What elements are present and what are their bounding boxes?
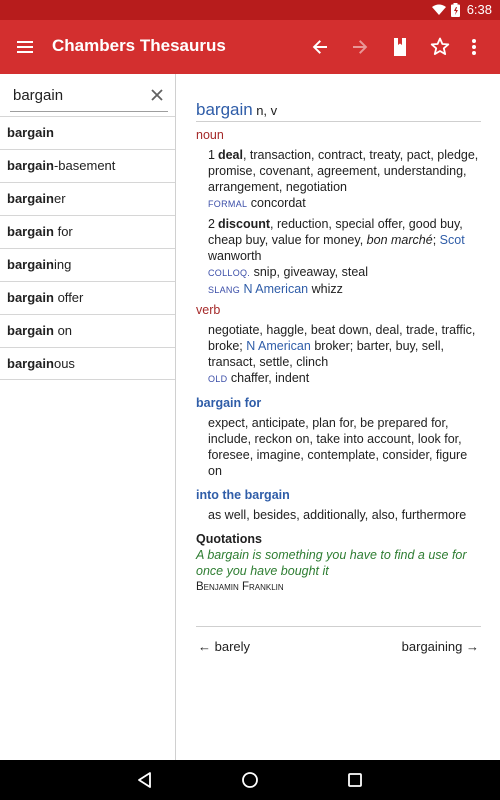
entry-panel bbox=[177, 74, 500, 760]
search-input[interactable] bbox=[10, 82, 140, 108]
formal-label: FORMAL bbox=[208, 199, 248, 209]
status-time: 6:38 bbox=[466, 2, 492, 17]
list-item[interactable]: bargain-basement bbox=[0, 149, 175, 182]
list-item[interactable]: bargain bbox=[0, 116, 175, 149]
list-item[interactable]: bargain for bbox=[0, 215, 175, 248]
phrase-bargain-for[interactable]: bargain for bbox=[196, 396, 262, 410]
prev-entry-link[interactable]: ← barely bbox=[198, 639, 251, 654]
forward-arrow-icon[interactable] bbox=[348, 35, 372, 59]
list-item[interactable]: bargain offer bbox=[0, 281, 175, 314]
home-icon[interactable] bbox=[240, 770, 260, 790]
headword-line bbox=[196, 102, 481, 122]
next-entry-link[interactable]: bargaining → bbox=[401, 639, 479, 654]
quotation-author: Benjamin Franklin bbox=[196, 581, 284, 593]
left-arrow-icon: ← bbox=[198, 639, 211, 654]
entry-navigation bbox=[196, 626, 481, 654]
phrase-into-the-bargain[interactable]: into the bargain bbox=[196, 488, 290, 502]
old-label: OLD bbox=[208, 374, 228, 384]
results-list bbox=[0, 116, 175, 380]
phrase-bargain-for-text: expect, anticipate, plan for, be prepared for, include, reckon on, take into account, look for, foresee, imagine, contemplate, consider, figure on bbox=[208, 416, 468, 478]
n-american-link[interactable]: N American bbox=[243, 282, 309, 296]
colloq-label: COLLOQ. bbox=[208, 268, 251, 278]
star-icon[interactable] bbox=[428, 35, 452, 59]
pos-verb: verb bbox=[196, 303, 221, 317]
battery-icon bbox=[451, 3, 460, 17]
phrase-into-the-bargain-text: as well, besides, additionally, also, furthermore bbox=[208, 508, 467, 522]
list-item[interactable]: bargaining bbox=[0, 248, 175, 281]
quotation-text: A bargain is something you have to find a use for once you have bought it bbox=[196, 548, 467, 578]
verb-sense: negotiate, haggle, beat down, deal, trade, traffic, broke; N American broker; barter, buy, sell, transact, settle, clinch OLD chaffer, indent bbox=[208, 323, 476, 385]
more-vert-icon[interactable] bbox=[462, 35, 486, 59]
list-item[interactable]: bargainer bbox=[0, 182, 175, 215]
back-arrow-icon[interactable] bbox=[308, 35, 332, 59]
search-panel bbox=[0, 74, 176, 760]
list-item[interactable]: bargain on bbox=[0, 314, 175, 347]
noun-sense-1: 1 deal, transaction, contract, treaty, pact, pledge, promise, covenant, agreement, understanding, arrangement, negotiation FORMAL concordat bbox=[208, 148, 479, 210]
list-item[interactable]: bargainous bbox=[0, 347, 175, 380]
clear-icon[interactable] bbox=[148, 86, 166, 104]
wifi-icon bbox=[432, 4, 446, 16]
menu-icon[interactable] bbox=[14, 35, 38, 59]
back-icon[interactable] bbox=[135, 770, 155, 790]
bookmark-icon[interactable] bbox=[388, 35, 412, 59]
pos-noun: noun bbox=[196, 128, 224, 142]
headword: bargain bbox=[196, 100, 253, 119]
status-icons bbox=[432, 2, 492, 17]
recents-icon[interactable] bbox=[345, 770, 365, 790]
dictionary-entry bbox=[196, 102, 481, 595]
slang-label: SLANG bbox=[208, 285, 241, 295]
app-title: Chambers Thesaurus bbox=[52, 36, 226, 55]
scot-link[interactable]: Scot bbox=[439, 233, 465, 247]
system-nav-bar bbox=[0, 760, 500, 800]
n-american-link[interactable]: N American bbox=[246, 339, 311, 353]
headword-pos: n, v bbox=[256, 103, 278, 118]
right-arrow-icon: → bbox=[466, 639, 479, 654]
noun-sense-2: 2 discount, reduction, special offer, good buy, cheap buy, value for money, bon marché; Scot wanworth COLLOQ. snip, giveaway, steal SLANG N American whizz bbox=[208, 217, 465, 296]
app-bar bbox=[0, 20, 500, 74]
status-bar bbox=[0, 0, 500, 20]
search-box bbox=[10, 82, 168, 112]
quotations-heading: Quotations bbox=[196, 532, 262, 546]
